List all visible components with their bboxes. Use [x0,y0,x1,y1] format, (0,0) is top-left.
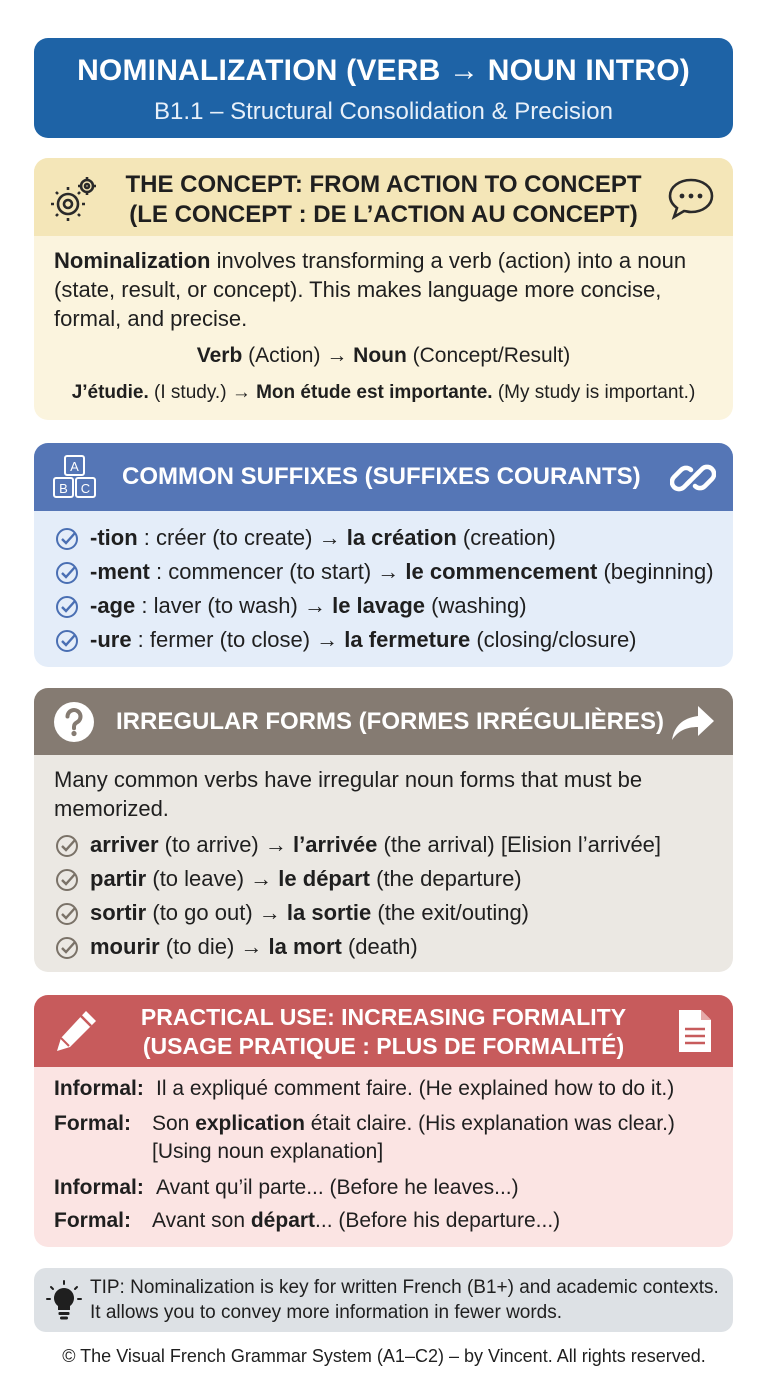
formal-example-2 [152,1209,560,1233]
tip-box [34,1268,733,1332]
irregular-verb: mourir [90,934,160,959]
concept-header [34,158,733,236]
list-item [90,593,527,619]
formal-1-post: était claire. (His explanation was clear.) [304,1112,675,1135]
concept-formula [34,344,733,368]
question-circle-icon [52,700,96,744]
suffix-gloss: (beginning) [597,559,714,584]
irregular-verb-gloss: (to go out) → [146,900,287,925]
suffix-term: -ment [90,559,150,584]
formal-label: Formal: [54,1209,132,1232]
concept-paragraph [54,246,713,333]
suffix-term: -age [90,593,136,618]
check-circle-icon [54,628,80,654]
irregular-verb-gloss: (to arrive) → [158,832,293,857]
abc-block-a: A [70,459,79,474]
irregular-noun: l’arrivée [292,832,378,857]
irregular-noun-gloss: (the arrival) [Elision l’arrivée] [377,832,662,857]
formal-label: Formal: [54,1112,132,1135]
irregular-card [34,688,733,972]
check-circle-icon [54,526,80,552]
check-circle-icon [54,560,80,586]
irregular-noun-gloss: (death) [341,934,418,959]
suffix-gloss: (closing/closure) [470,627,637,652]
formula-verb-note: (Action) → [242,344,354,367]
suffixes-header [34,443,733,511]
irregular-header-text: IRREGULAR FORMS (FORMES IRRÉGULIÈRES) [116,708,665,735]
concept-header-text [94,170,673,230]
tip-line1: TIP: Nominalization is key for written French (B1+) and academic contexts. [90,1277,719,1298]
abc-blocks-icon [50,453,100,501]
informal-example-1: Il a expliqué comment faire. (He explained how to do it.) [156,1077,675,1100]
list-item [90,559,714,585]
page-title: NOMINALIZATION (VERB → NOUN INTRO) [77,54,690,87]
document-icon [676,1007,714,1055]
list-item [90,900,529,926]
practical-header-text [104,1003,663,1061]
gears-icon [50,174,100,224]
concept-body [34,236,733,420]
suffix-term: -ure [90,627,132,652]
suffix-noun: la création [346,525,457,550]
list-item [90,866,522,892]
tip-line2: It allows you to convey more information in fewer words. [90,1302,563,1323]
formal-1-noun: explication [195,1112,305,1135]
list-item [90,832,661,858]
formal-1-pre: Son [152,1112,196,1135]
practical-header-line1: PRACTICAL USE: INCREASING FORMALITY [140,1004,627,1030]
formula-noun: Noun [353,344,407,367]
suffix-term: -tion [90,525,138,550]
informal-example-2: Avant qu’il parte... (Before he leaves...) [156,1176,519,1199]
practical-card [34,995,733,1247]
concept-term: Nominalization [54,248,211,273]
page-subtitle: B1.1 – Structural Consolidation & Precision [154,98,613,125]
irregular-noun-gloss: (the exit/outing) [371,900,529,925]
abc-block-c: C [80,481,91,496]
suffix-verb: : laver (to wash) → [135,593,333,618]
formula-verb: Verb [196,344,243,367]
title-banner [34,38,733,138]
irregular-intro: Many common verbs have irregular noun forms that must be memorized. [54,767,643,821]
check-circle-icon [54,867,80,893]
informal-label: Informal: [54,1077,144,1100]
irregular-verb: arriver [90,832,159,857]
irregular-verb-gloss: (to leave) → [146,866,279,891]
link-icon [670,455,716,501]
example-en2: (My study is important.) [492,382,696,403]
irregular-noun: la mort [268,934,342,959]
irregular-verb-gloss: (to die) → [159,934,269,959]
concept-header-line2: (LE CONCEPT : DE L’ACTION AU CONCEPT) [129,201,638,228]
formal-example-1 [152,1112,675,1136]
formal-2-noun: départ [250,1209,316,1232]
irregular-noun: le départ [278,866,370,891]
copyright-footer: © The Visual French Grammar System (A1–C2) – by Vincent. All rights reserved. [62,1346,706,1366]
example-fr2: Mon étude est importante. [256,382,493,403]
formal-2-post: ... (Before his departure...) [315,1209,561,1232]
suffix-verb: : fermer (to close) → [131,627,345,652]
suffixes-card [34,443,733,667]
check-circle-icon [54,833,80,859]
practical-header-line2: (USAGE PRATIQUE : PLUS DE FORMALITÉ) [142,1033,625,1059]
suffix-gloss: (washing) [425,593,527,618]
tip-text [90,1275,719,1325]
concept-card [34,158,733,420]
suffix-verb: : créer (to create) → [137,525,347,550]
list-item [90,627,637,653]
formal-2-pre: Avant son [152,1209,251,1232]
forward-arrow-icon [668,700,718,744]
irregular-noun: la sortie [286,900,372,925]
example-en1: (I study.) → [148,382,257,403]
suffix-noun: le commencement [405,559,598,584]
speech-bubble-icon [666,176,716,220]
pen-icon [50,1007,100,1057]
practical-header [34,995,733,1067]
irregular-noun-gloss: (the departure) [370,866,522,891]
check-circle-icon [54,901,80,927]
suffixes-header-text: COMMON SUFFIXES (SUFFIXES COURANTS) [122,463,641,490]
list-item [90,934,418,960]
suffix-verb: : commencer (to start) → [149,559,406,584]
concept-header-line1: THE CONCEPT: FROM ACTION TO CONCEPT [125,171,642,198]
concept-definition: involves transforming a verb (action) into a noun (state, result, or concept). This makes language more concise, formal, and precise. [54,248,687,331]
formula-noun-note: (Concept/Result) [406,344,571,367]
concept-example [34,382,733,404]
suffix-noun: le lavage [332,593,426,618]
suffix-gloss: (creation) [456,525,556,550]
irregular-header [34,688,733,755]
abc-block-b: B [59,481,68,496]
suffix-noun: la fermeture [344,627,471,652]
lightbulb-icon [46,1279,82,1321]
irregular-verb: partir [90,866,147,891]
list-item [90,525,556,551]
formal-example-1-note: [Using noun explanation] [152,1140,384,1163]
example-fr1: J’étudie. [71,382,149,403]
check-circle-icon [54,594,80,620]
informal-label: Informal: [54,1176,144,1199]
check-circle-icon [54,935,80,961]
irregular-verb: sortir [90,900,147,925]
